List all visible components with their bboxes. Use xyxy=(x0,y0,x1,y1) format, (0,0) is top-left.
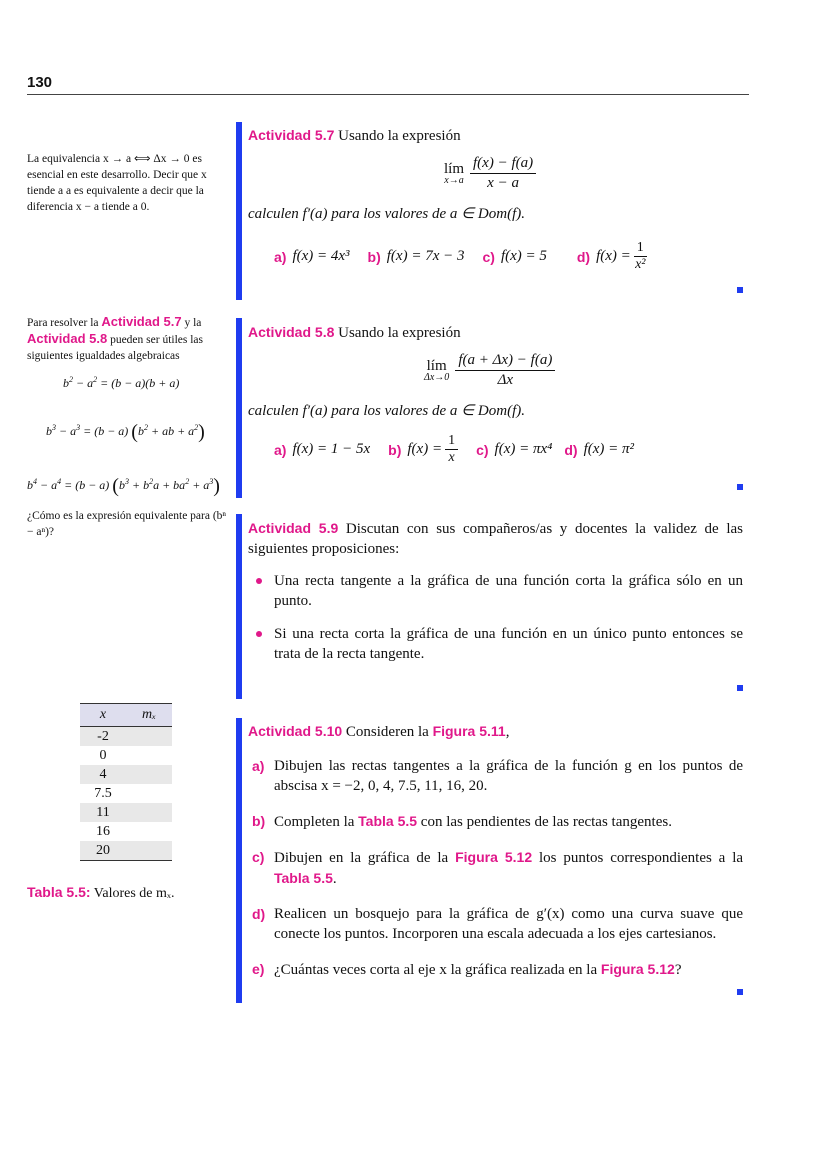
list-item-b xyxy=(252,811,743,832)
activity-5-7-task: calculen f′(a) para los valores de a ∈ Dom(f). xyxy=(248,206,525,222)
option-label: a) xyxy=(274,248,287,265)
activity-bar xyxy=(236,318,242,498)
identity-fourth: $b^4 - a^4 = (b - a) (b^3 + b^2a + ba^2 + a^3)$ xyxy=(27,475,220,497)
column-header-x: x xyxy=(80,704,126,727)
table-cell-mx[interactable] xyxy=(126,746,172,765)
option-expr: f(x) = 5 xyxy=(500,248,547,264)
limit-expression xyxy=(424,352,555,389)
activity-5-10 xyxy=(236,718,749,1003)
activity-5-7-intro: Usando la expresión xyxy=(338,128,461,144)
table-reference[interactable]: Tabla 5.5 xyxy=(358,813,418,829)
option-expr: f(x) = πx⁴ xyxy=(494,441,553,457)
option-label: c) xyxy=(482,248,495,265)
activity-bar xyxy=(236,718,242,1003)
item-text: Dibujen las rectas tangentes a la gráfica de la función g en los puntos de abscisa x = −2, 0, 4, 7.5, 11, 16, 20. xyxy=(274,758,743,794)
bullet-text: Una recta tangente a la gráfica de una función corta la gráfica sólo en un punto. xyxy=(274,573,743,609)
table-cell-x: 0 xyxy=(99,747,107,763)
punctuation: . xyxy=(332,871,337,887)
bullet-list xyxy=(252,571,743,677)
header-rule xyxy=(27,94,749,95)
activity-5-7 xyxy=(236,122,749,300)
table-row xyxy=(80,727,172,747)
option-expr: f(x) = 1 − 5x xyxy=(292,441,371,457)
list-item-d xyxy=(252,904,743,944)
list-item xyxy=(252,571,743,611)
page-number: 130 xyxy=(27,74,53,91)
table-cell-mx[interactable] xyxy=(126,803,172,822)
lim-word: lím xyxy=(444,161,465,177)
figure-reference[interactable]: Figura 5.11 xyxy=(432,723,506,739)
punctuation: , xyxy=(505,724,510,740)
table-row xyxy=(80,784,172,803)
figure-reference[interactable]: Figura 5.12 xyxy=(600,961,675,977)
table-cell-x: -2 xyxy=(80,727,126,747)
identity-cube: $b^3 - a^3 = (b - a) (b^2$ + ab + $a^2$) xyxy=(46,421,205,443)
list-item-c xyxy=(252,847,743,889)
activity-5-7-options xyxy=(274,240,647,273)
option-label: a) xyxy=(274,441,287,458)
table-cell-x: 11 xyxy=(80,803,126,822)
bullet-icon xyxy=(256,578,262,584)
activity-5-7-label: Actividad 5.7 xyxy=(248,127,335,143)
limit-numerator: f(a + Δx) − f(a) xyxy=(455,352,555,371)
figure-reference[interactable]: Figura 5.12 xyxy=(455,849,533,865)
sidenote-equivalence xyxy=(27,151,227,215)
item-text: con las pendientes de las rectas tangentes. xyxy=(420,814,672,830)
table-reference[interactable]: Tabla 5.5 xyxy=(274,870,333,886)
activity-reference[interactable]: Actividad 5.8 xyxy=(27,331,108,346)
table-caption-label: Tabla 5.5: xyxy=(27,884,91,900)
activity-reference[interactable]: Actividad 5.7 xyxy=(101,314,182,329)
option-label: b) xyxy=(367,248,381,265)
item-label: b) xyxy=(252,813,266,829)
activity-5-8 xyxy=(236,318,749,498)
table-cell-x: 4 xyxy=(80,765,126,784)
table-row xyxy=(80,841,172,861)
activity-5-8-intro: Usando la expresión xyxy=(338,325,461,341)
punctuation: ? xyxy=(674,962,682,978)
list-item-e xyxy=(252,959,743,980)
limit-denominator: Δx xyxy=(497,372,514,388)
sidenote-question xyxy=(27,508,227,540)
option-label: c) xyxy=(476,441,489,458)
table-cell-x: 20 xyxy=(80,841,126,861)
table-cell-mx[interactable] xyxy=(126,784,172,803)
option-expr: f(x) = xyxy=(407,441,443,457)
lim-sub: Δx→0 xyxy=(424,372,450,383)
lim-word: lím xyxy=(426,358,447,374)
item-text: los puntos correspondientes a la xyxy=(538,850,744,866)
item-label: e) xyxy=(252,961,265,977)
item-label: c) xyxy=(252,849,265,865)
bullet-text: Si una recta corta la gráfica de una función en un único punto entonces se trata de la recta tangente. xyxy=(274,626,743,662)
option-expr: f(x) = 4x³ xyxy=(292,248,350,264)
activity-5-8-options xyxy=(274,433,634,466)
option-expr: f(x) = π² xyxy=(583,441,635,457)
sidenote-text: Para resolver la xyxy=(27,317,99,329)
slopes-table xyxy=(80,703,172,861)
item-text: Realicen un bosquejo para la gráfica de g′(x) como una curva suave que conecte los puntos. Incorporen una escala adecuada a los ejes cartesianos. xyxy=(274,906,743,942)
identity-square: $b^2 - a^2 = (b - a)(b + a)$ xyxy=(63,375,180,390)
frac-denominator: x² xyxy=(635,257,646,272)
table-cell-mx[interactable] xyxy=(126,727,172,747)
sidenote-text: y la xyxy=(184,317,202,329)
list-item-a xyxy=(252,756,743,796)
end-marker xyxy=(737,989,743,995)
bullet-icon xyxy=(256,631,262,637)
end-marker xyxy=(737,685,743,691)
item-label: a) xyxy=(252,758,265,774)
activity-5-10-intro: Consideren la xyxy=(345,724,429,740)
enumerated-list xyxy=(252,756,743,995)
frac-numerator: 1 xyxy=(445,433,458,450)
end-marker xyxy=(737,484,743,490)
column-header-mx: mₓ xyxy=(126,704,172,727)
option-expr: f(x) = xyxy=(596,248,631,264)
sidenote-question-text: ¿Cómo es la expresión equivalente para (bⁿ − aⁿ)? xyxy=(27,510,227,538)
list-item xyxy=(252,624,743,664)
sidenote-algebra xyxy=(27,314,227,364)
activity-bar xyxy=(236,122,242,300)
activity-bar xyxy=(236,514,242,699)
table-cell-x: 16 xyxy=(96,823,110,839)
table-cell-mx[interactable] xyxy=(126,841,172,861)
limit-expression xyxy=(444,155,536,192)
activity-5-10-label: Actividad 5.10 xyxy=(248,723,343,739)
table-row xyxy=(80,822,172,841)
item-text: Completen la xyxy=(274,814,355,830)
activity-5-8-label: Actividad 5.8 xyxy=(248,324,335,340)
lim-sub: x→a xyxy=(444,175,464,186)
option-label: b) xyxy=(388,441,402,458)
table-cell-mx[interactable] xyxy=(126,822,172,841)
table-cell-mx[interactable] xyxy=(126,765,172,784)
table-row xyxy=(80,746,172,765)
table-caption-text: Valores de mₓ. xyxy=(93,886,175,901)
sidenote-text: pueden ser útiles las siguientes igualdades algebraicas xyxy=(27,334,204,362)
item-label: d) xyxy=(252,906,266,922)
activity-5-9 xyxy=(236,514,749,699)
frac-denominator: x xyxy=(448,450,455,465)
activity-5-8-task: calculen f′(a) para los valores de a ∈ Dom(f). xyxy=(248,403,525,419)
item-text: ¿Cuántas veces corta al eje x la gráfica realizada en la xyxy=(274,962,598,978)
option-expr: f(x) = 7x − 3 xyxy=(386,248,465,264)
option-label: d) xyxy=(576,248,591,265)
option-label: d) xyxy=(564,441,578,458)
limit-numerator: f(x) − f(a) xyxy=(470,155,536,174)
item-text: Dibujen en la gráfica de la xyxy=(274,850,449,866)
activity-5-9-label: Actividad 5.9 xyxy=(248,520,339,536)
sidenote-equivalence-text: La equivalencia x → a ⟺ Δx → 0 es esencial en este desarrollo. Decir que x tiende a a es equivalente a decir que la diferencia x − a tiende a 0. xyxy=(27,153,207,213)
table-caption xyxy=(27,884,174,902)
table-cell-x: 7.5 xyxy=(94,785,112,801)
limit-denominator: x − a xyxy=(487,175,519,191)
activity-5-9-intro: Discutan con sus compañeros/as y docentes la validez de las siguientes proposiciones: xyxy=(248,521,743,557)
end-marker xyxy=(737,287,743,293)
table-row xyxy=(80,803,172,822)
frac-numerator: 1 xyxy=(634,240,647,257)
table-row xyxy=(80,765,172,784)
